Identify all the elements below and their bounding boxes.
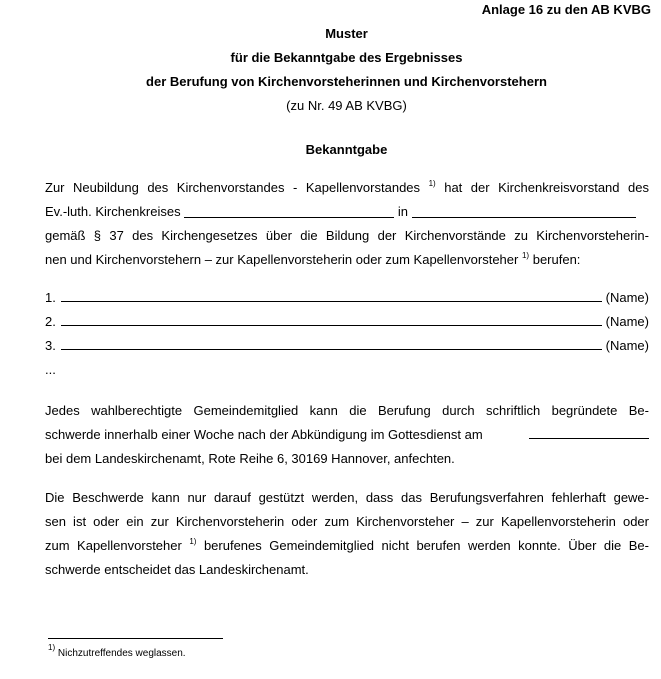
date-field[interactable] (529, 426, 649, 439)
footnote-ref: 1) (189, 537, 197, 546)
list-ellipsis: ... (45, 362, 56, 377)
heading-line-2: für die Bekanntgabe des Ergebnisses (230, 50, 463, 65)
name-field-3[interactable] (61, 338, 602, 350)
objection-paragraph: Jedes wahlberechtigte Gemeindemitglied kann die Berufung durch schriftlich begründete Be- schwerde innerhalb einer Woche nach der Abkündigung im Gottesdienst am bei dem Landeskirchenamt, Rote Reihe 6, 30169 Hannover, anfechten. (45, 403, 649, 466)
annex-label: Anlage 16 zu den AB KVBG (481, 2, 651, 17)
section-title: Bekanntgabe (305, 142, 388, 157)
list-item: 3. (Name) (45, 338, 649, 353)
name-field-1[interactable] (61, 290, 602, 302)
heading-line-1: Muster (325, 26, 368, 41)
footnote: $^{1)}$ Nichzutreffendes weglassen. (48, 643, 186, 659)
kirchenkreis-field[interactable] (184, 205, 394, 218)
heading-line-3: der Berufung von Kirchenvorsteherinnen und Kirchenvorstehern (146, 74, 547, 89)
list-item: 1. (Name) (45, 290, 649, 305)
footnote-divider (48, 638, 223, 639)
name-field-2[interactable] (61, 314, 602, 326)
grounds-paragraph: Die Beschwerde kann nur darauf gestützt werden, dass das Berufungsverfahren fehlerhaft gewe- sen ist oder ein zur Kirchenvorsteherin oder zum Kirchenvorsteher – zur Kapellenvorsteherin oder zum Kapellenvorsteher $^{1)}$ berufenes Gemeindemitglied nicht berufen werden konnte. Über die Be- schwerde entscheidet das Landeskirchenamt. (45, 490, 649, 577)
appointee-list (45, 286, 649, 382)
footnote-ref: 1) (521, 251, 530, 260)
location-field[interactable] (412, 205, 636, 218)
list-item: 2. (Name) (45, 314, 649, 329)
heading-reference: (zu Nr. 49 AB KVBG) (286, 98, 407, 113)
footnote-ref: 1) (428, 179, 436, 188)
intro-paragraph: Zur Neubildung des Kirchenvorstandes - Kapellenvorstandes $^{1)}$ hat der Kirchenkreisvorstand des Ev.-luth. Kirchenkreises in gemäß § 37 des Kirchengesetzes über die Bildung der Kirchenvorstände zu Kirchenvorsteherin- nen und Kirchenvorstehern – zur Kapellenvorsteherin oder zum Kapellenvorsteher $^{1)}$ berufen: (45, 179, 649, 267)
